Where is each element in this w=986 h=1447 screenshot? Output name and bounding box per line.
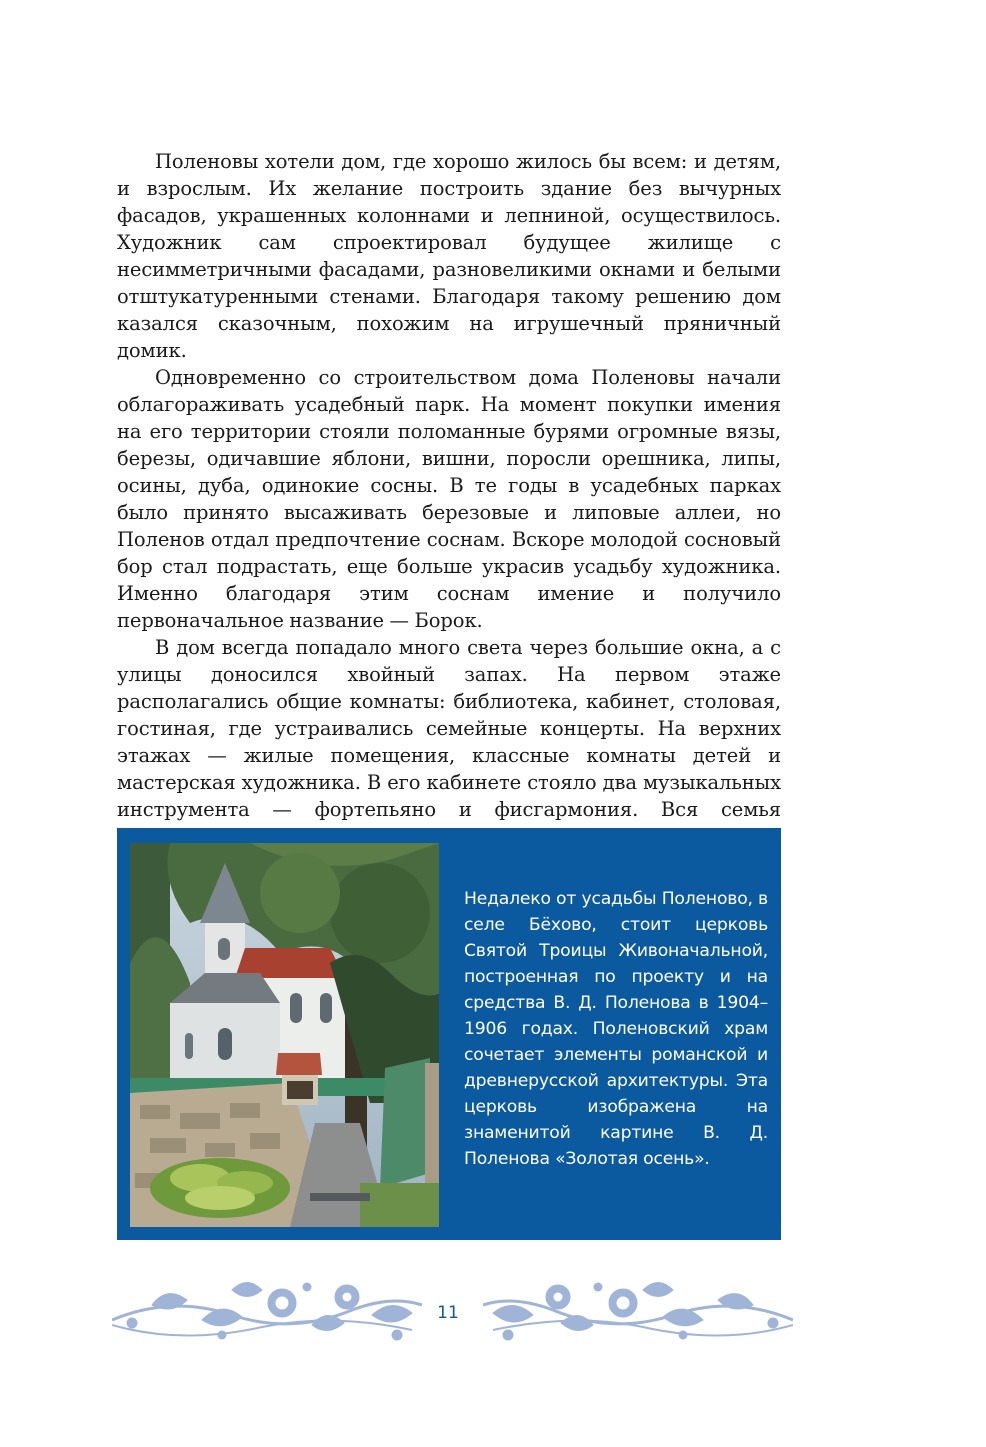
church-photo bbox=[130, 843, 439, 1227]
paragraph-1: Поленовы хотели дом, где хорошо жилось бы всем: и детям, и взрослым. Их желание построить здание без вычурных фасадов, украшенных колоннами и лепниной, осуществилось. Художник сам спроектировал будущее жилище с несимметричными фасадами, разновеликими окнами и белыми отштукатуренными стенами. Благодаря такому решению дом казался сказочным, похожим на игрушечный пряничный домик. bbox=[117, 150, 781, 362]
callout-box bbox=[117, 828, 781, 1240]
floral-ornament-left-icon bbox=[112, 1275, 422, 1347]
floral-ornament-right-icon bbox=[483, 1275, 793, 1347]
paragraph-3: В дом всегда попадало много света через большие окна, а с улицы доносился хвойный запах. На первом этаже располагались общие комнаты: библиотека, кабинет, столовая, гостиная, где устраивались семейные концерты. На верхних этажах — жилые помещения, классные комнаты детей и мастерская художника. В его кабинете стояло два музыкальных инструмента — фортепьяно и фисгармония. Вся семья bbox=[117, 636, 781, 821]
body-text bbox=[117, 148, 781, 904]
page-number: 11 bbox=[437, 1303, 459, 1323]
callout-caption: Недалеко от усадьбы Поленово, в селе Бёхово, стоит церковь Святой Троицы Живоначальной, построенная по проекту и на средства В. Д. Поленова в 1904–1906 годах. Поленовский храм сочетает элементы романской и древнерусской архитектуры. Эта церковь изображена на знаменитой картине В. Д. Поленова «Золотая осень». bbox=[464, 889, 768, 1169]
paragraph-2: Одновременно со строительством дома Поленовы начали облагораживать усадебный парк. На момент покупки имения на его территории стояли поломанные бурями огромные вязы, березы, одичавшие яблони, вишни, поросли орешника, липы, осины, дуба, одинокие сосны. В те годы в усадебных парках было принято высаживать березовые и липовые аллеи, но Поленов отдал предпочтение соснам. Вскоре молодой сосновый бор стал подрастать, еще больше украсив усадьбу художника. Именно благодаря этим соснам имение и получило первоначальное название — Борок. bbox=[117, 366, 781, 632]
